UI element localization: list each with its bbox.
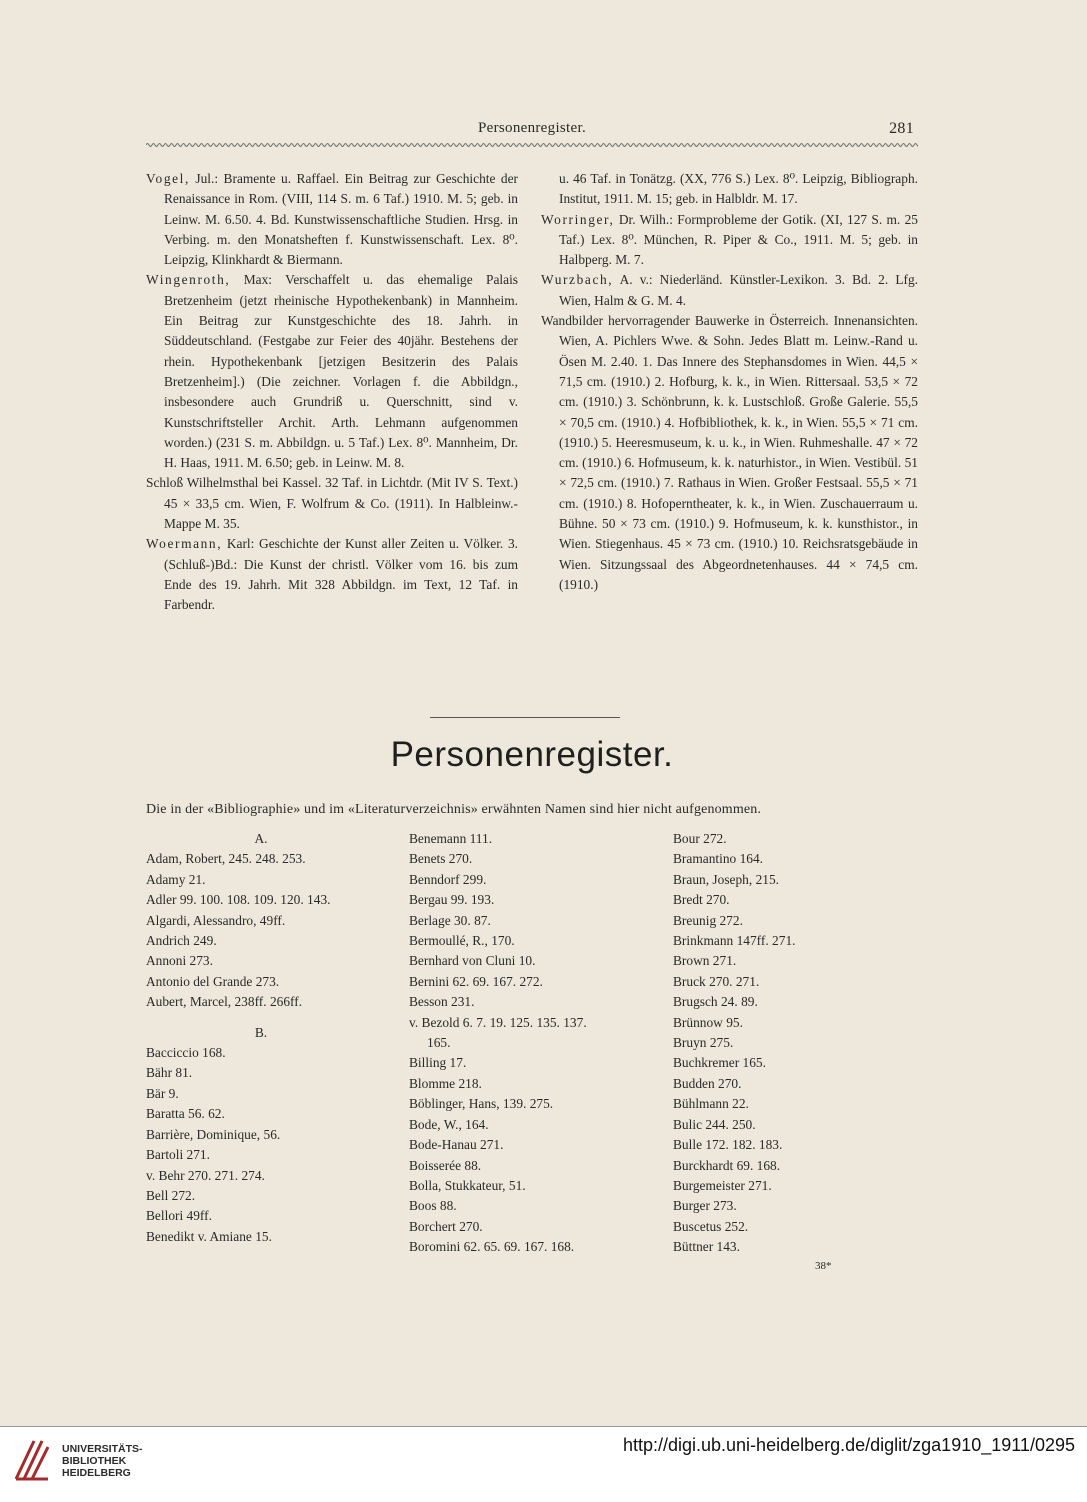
index-entry: Barrière, Dominique, 56. <box>146 1126 281 1142</box>
running-header <box>146 118 918 142</box>
index-entry: Bulle 172. 182. 183. <box>673 1137 783 1153</box>
index-entry: Adler 99. 100. 108. 109. 120. 143. <box>146 892 331 908</box>
page-number: 281 <box>889 120 914 137</box>
index-entry: Benndorf 299. <box>409 871 487 887</box>
index-entries-after <box>409 1053 664 1257</box>
index-column-2 <box>409 829 664 1258</box>
index-entry: Brown 271. <box>673 953 737 969</box>
index-entry: Bergau 99. 193. <box>409 892 495 908</box>
index-letter-b: B. <box>254 1024 268 1040</box>
bibliography-entry <box>146 534 518 615</box>
library-logo-icon <box>12 1435 52 1483</box>
index-entry: Bermoullé, R., 170. <box>409 933 515 949</box>
index-entry: Bartoli 271. <box>146 1147 210 1163</box>
index-column-3 <box>673 829 918 1258</box>
index-entry: Blomme 218. <box>409 1075 482 1091</box>
index-entry: Breunig 272. <box>673 912 743 928</box>
right-text-column <box>541 169 918 595</box>
index-entry: Andrich 249. <box>146 933 217 949</box>
index-entry: Bulic 244. 250. <box>673 1116 756 1132</box>
index-entry: v. Behr 270. 271. 274. <box>146 1167 265 1183</box>
index-entry: Bell 272. <box>146 1187 196 1203</box>
bibliography-entry <box>541 311 918 595</box>
index-entry: Bode, W., 164. <box>409 1116 489 1132</box>
index-entry: Büttner 143. <box>673 1239 740 1255</box>
index-entry: Benemann 111. <box>409 831 493 846</box>
library-name-line2: BIBLIOTHEK <box>62 1455 127 1467</box>
index-entry: Burger 273. <box>673 1198 737 1214</box>
index-entry: Adamy 21. <box>146 871 206 887</box>
source-url-link[interactable]: http://digi.ub.uni-heidelberg.de/diglit/zga1910_1911/0295 <box>622 1435 1075 1455</box>
index-entry: Annoni 273. <box>146 953 213 969</box>
index-entry: Bacciccio 168. <box>146 1045 226 1061</box>
index-entry: Bour 272. <box>673 831 727 846</box>
index-entry: Baratta 56. 62. <box>146 1106 225 1122</box>
entry-text: Jul.: Bramente u. Raffael. Ein Beitrag zur Geschichte der Renaissance in Rom. (VIII, 114 S. m. 6 Taf.) 1910. M. 5; geb. in Leinw. M. 6.50. 4. Bd. Kunstwissenschaftliche Studien. Hrsg. in Verbing. m. den Monatsheften f. Kunstwissenschaft. Lex. 8⁰. Leipzig, Klinkhardt & Biermann. <box>164 171 518 268</box>
index-entry: Burgemeister 271. <box>673 1177 772 1193</box>
index-entry: Bramantino 164. <box>673 851 764 867</box>
index-letter-a: A. <box>254 831 268 846</box>
signature-mark: 38* <box>815 1260 832 1272</box>
section-divider <box>430 717 620 718</box>
index-entry: Buchkremer 165. <box>673 1055 766 1071</box>
index-entry: Bär 9. <box>146 1085 179 1101</box>
index-entry: Brugsch 24. 89. <box>673 994 758 1010</box>
library-name <box>62 1443 143 1479</box>
index-entry: Adam, Robert, 245. 248. 253. <box>146 851 306 867</box>
index-entries-before <box>409 829 664 1033</box>
index-entry: Algardi, Alessandro, 49ff. <box>146 912 286 928</box>
author-name: Woermann, <box>146 536 223 552</box>
bibliography-entry <box>146 473 518 534</box>
index-entry: Böblinger, Hans, 139. 275. <box>409 1096 554 1112</box>
index-entry: Budden 270. <box>673 1075 742 1091</box>
index-entry: Bernini 62. 69. 167. 272. <box>409 973 543 989</box>
section-title: Personenregister. <box>390 735 674 774</box>
index-entry: Bruck 270. 271. <box>673 973 760 989</box>
index-entry: Billing 17. <box>409 1055 467 1071</box>
index-entry: Antonio del Grande 273. <box>146 973 280 989</box>
author-name: Wurzbach, <box>541 272 614 288</box>
index-entry: Burckhardt 69. 168. <box>673 1157 781 1173</box>
index-entry: Boisserée 88. <box>409 1157 482 1173</box>
index-entry: Bähr 81. <box>146 1065 193 1081</box>
index-column-1 <box>146 829 396 1247</box>
entry-text: Karl: Geschichte der Kunst aller Zeiten u. Völker. 3. (Schluß-)Bd.: Die Kunst der christl. Völker vom 16. bis zum Ende des 19. Jahrh. Mit 328 Abbildgn. im Text, 12 Taf. in Farbendr. <box>164 536 518 613</box>
footer-bar <box>0 1427 1087 1502</box>
index-entry: Brünnow 95. <box>673 1014 743 1030</box>
index-entry: Benets 270. <box>409 851 473 867</box>
index-entry: Berlage 30. 87. <box>409 912 491 928</box>
index-entry: Bolla, Stukkateur, 51. <box>409 1177 526 1193</box>
entry-text: A. v.: Niederländ. Künstler-Lexikon. 3. Bd. 2. Lfg. Wien, Halm & G. M. 4. <box>559 272 918 308</box>
header-wavy-rule <box>146 142 918 148</box>
entry-text: Max: Verschaffelt u. das ehemalige Palais Bretzenheim (jetzt rheinische Hypothekenbank) in Mannheim. Ein Beitrag zur Kunstgeschichte des 18. Jahrh. in Süddeutschland. (Festgabe zur Feier des 40jähr. Bestehens der rhein. Hypothekenbank [jetzigen Besitzerin des Palais Bretzenheim].) (Die zeichner. Vorlagen f. die Abbildgn., insbesondere auch Grundriß u. Querschnitt, sind v. Kunstschriftsteller Archit. Arth. Lehmann aufgenommen worden.) (231 S. m. Abbildgn. u. 5 Taf.) Lex. 8⁰. Mannheim, Dr. H. Haas, 1911. M. 6.50; geb. in Leinw. M. 8. <box>164 272 518 471</box>
bibliography-entry <box>146 270 518 473</box>
index-entry: Bellori 49ff. <box>146 1208 212 1224</box>
library-name-line1: UNIVERSITÄTS- <box>62 1443 143 1455</box>
index-entry: Boos 88. <box>409 1198 457 1214</box>
index-entry: v. Bezold 6. 7. 19. 125. 135. 137. <box>409 1014 587 1030</box>
index-entry: Bredt 270. <box>673 892 730 908</box>
bibliography-entry <box>146 169 518 270</box>
left-text-column <box>146 169 518 616</box>
bibliography-entry <box>541 270 918 311</box>
library-name-line3: HEIDELBERG <box>62 1467 131 1479</box>
bibliography-entry <box>541 210 918 271</box>
index-intro-note: Die in der «Bibliographie» und im «Literaturverzeichnis» erwähnten Namen sind hier nicht aufgenommen. <box>146 802 762 817</box>
index-entry: Benedikt v. Amiane 15. <box>146 1228 272 1244</box>
index-entry: Besson 231. <box>409 994 475 1010</box>
entry-text: Dr. Wilh.: Formprobleme der Gotik. (XI, 127 S. m. 25 Taf.) Lex. 8⁰. München, R. Piper & Co., 1911. M. 5; geb. in Halbperg. M. 7. <box>559 211 918 268</box>
index-entry: Bühlmann 22. <box>673 1096 749 1112</box>
index-entry-continuation: 165. <box>427 1035 451 1051</box>
entry-text: u. 46 Taf. in Tonätzg. (XX, 776 S.) Lex. 8⁰. Leipzig, Bibliograph. Institut, 1911. M. 15; geb. in Halbldr. M. 17. <box>559 171 918 207</box>
author-name: Vogel, <box>146 171 190 186</box>
index-entry: Borchert 270. <box>409 1218 483 1234</box>
index-entry: Aubert, Marcel, 238ff. 266ff. <box>146 994 303 1010</box>
author-name: Worringer, <box>541 211 615 227</box>
index-entry: Bernhard von Cluni 10. <box>409 953 536 969</box>
index-a-entries <box>146 849 396 1012</box>
index-entry: Bruyn 275. <box>673 1035 734 1051</box>
index-entry: Buscetus 252. <box>673 1218 749 1234</box>
author-name: Wingenroth, <box>146 272 231 288</box>
index-entry: Braun, Joseph, 215. <box>673 871 780 887</box>
index-b-entries <box>146 1043 396 1247</box>
index-entry: Boromini 62. 65. 69. 167. 168. <box>409 1239 575 1255</box>
index-entry: Bode-Hanau 271. <box>409 1137 504 1153</box>
index-entry: Brinkmann 147ff. 271. <box>673 933 796 949</box>
index-entries <box>673 829 918 1258</box>
entry-text: Schloß Wilhelmsthal bei Kassel. 32 Taf. in Lichtdr. (Mit IV S. Text.) 45 × 33,5 cm. Wien, F. Wolfrum & Co. (1911). In Halbleinw.-Mappe M. 35. <box>146 475 518 532</box>
bibliography-entry <box>541 169 918 210</box>
entry-text: Wandbilder hervorragender Bauwerke in Österreich. Innenansichten. Wien, A. Pichlers Wwe. & Sohn. Jedes Blatt m. Leinw.-Rand u. Ösen M. 2.40. 1. Das Innere des Stephansdomes in Wien. 44,5 × 71,5 cm. (1910.) 2. Hofburg, k. k., in Wien. Rittersaal. 53,5 × 72 cm. (1910.) 3. Schönbrunn, k. k. Lustschloß. Große Galerie. 55,5 × 70,5 cm. (1910.) 4. Hofbibliothek, k. k., in Wien. 55,5 × 71 cm. (1910.) 5. Heeresmuseum, k. u. k., in Wien. Ruhmeshalle. 47 × 72 cm. (1910.) 6. Hofmuseum, k. k. naturhistor., in Wien. Vestibül. 51 × 72,5 cm. (1910.) 7. Rathaus in Wien. Großer Festsaal. 55,5 × 71 cm. (1910.) 8. Hofoperntheater, k. k., in Wien. Zuschauerraum u. Bühne. 50 × 73 cm. (1910.) 9. Hofmuseum, k. k. kunsthistor., in Wien. Stiegenhaus. 45 × 73 cm. (1910.) 10. Reichsratsgebäude in Wien. Sitzungssaal des Abgeordnetenhauses. 44 × 74,5 cm. (1910.) <box>541 313 918 592</box>
running-title: Personenregister. <box>478 120 586 136</box>
